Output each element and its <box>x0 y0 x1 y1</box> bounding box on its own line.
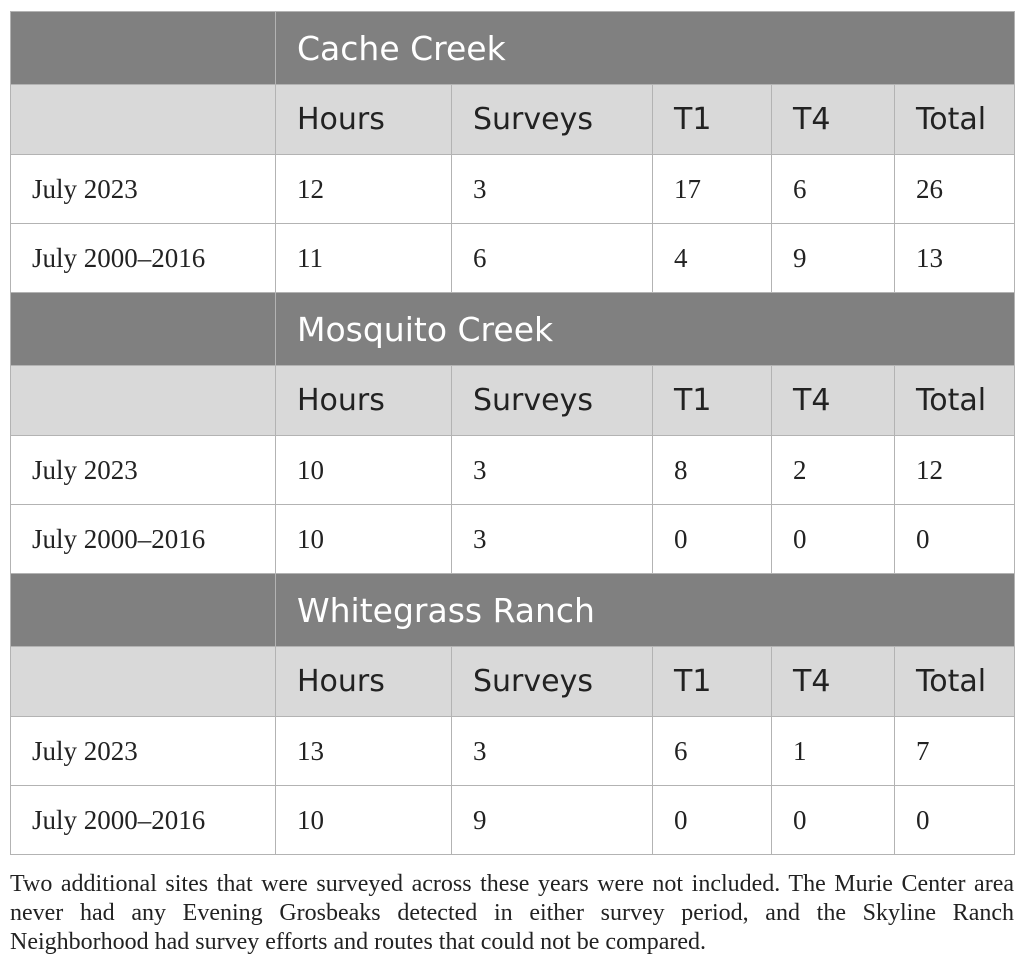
value-total: 7 <box>895 717 1015 786</box>
period-label: July 2000–2016 <box>11 224 276 293</box>
site-name: Whitegrass Ranch <box>276 574 1015 647</box>
value-total: 0 <box>895 505 1015 574</box>
value-total: 12 <box>895 436 1015 505</box>
value-t1: 0 <box>653 786 772 855</box>
site-name: Mosquito Creek <box>276 293 1015 366</box>
column-header-t1: T1 <box>653 366 772 436</box>
value-t1: 17 <box>653 155 772 224</box>
site-header-row-mosquito-creek <box>11 293 1015 366</box>
value-surveys: 3 <box>452 717 653 786</box>
value-t1: 8 <box>653 436 772 505</box>
period-label: July 2000–2016 <box>11 786 276 855</box>
value-hours: 13 <box>276 717 452 786</box>
value-surveys: 3 <box>452 155 653 224</box>
column-header-hours: Hours <box>276 647 452 717</box>
value-hours: 10 <box>276 436 452 505</box>
value-t4: 0 <box>772 505 895 574</box>
column-header-total: Total <box>895 366 1015 436</box>
value-t4: 6 <box>772 155 895 224</box>
value-surveys: 6 <box>452 224 653 293</box>
table-row <box>11 717 1015 786</box>
column-header-total: Total <box>895 647 1015 717</box>
column-header-blank-cell <box>11 85 276 155</box>
column-header-row <box>11 366 1015 436</box>
site-header-row-cache-creek <box>11 12 1015 85</box>
column-header-t4: T4 <box>772 647 895 717</box>
value-surveys: 9 <box>452 786 653 855</box>
column-header-total: Total <box>895 85 1015 155</box>
survey-table <box>10 11 1015 855</box>
table-row <box>11 155 1015 224</box>
value-t4: 2 <box>772 436 895 505</box>
column-header-t4: T4 <box>772 85 895 155</box>
column-header-surveys: Surveys <box>452 647 653 717</box>
value-t4: 9 <box>772 224 895 293</box>
value-surveys: 3 <box>452 505 653 574</box>
column-header-row <box>11 85 1015 155</box>
table-row <box>11 224 1015 293</box>
column-header-t1: T1 <box>653 85 772 155</box>
value-total: 26 <box>895 155 1015 224</box>
period-label: July 2023 <box>11 717 276 786</box>
value-hours: 10 <box>276 786 452 855</box>
table-body <box>11 12 1015 855</box>
column-header-hours: Hours <box>276 85 452 155</box>
table-row <box>11 786 1015 855</box>
value-t4: 0 <box>772 786 895 855</box>
column-header-blank-cell <box>11 647 276 717</box>
site-header-blank-cell <box>11 293 276 366</box>
period-label: July 2023 <box>11 155 276 224</box>
column-header-hours: Hours <box>276 366 452 436</box>
site-header-blank-cell <box>11 574 276 647</box>
column-header-surveys: Surveys <box>452 85 653 155</box>
column-header-t4: T4 <box>772 366 895 436</box>
value-t1: 0 <box>653 505 772 574</box>
period-label: July 2000–2016 <box>11 505 276 574</box>
column-header-t1: T1 <box>653 647 772 717</box>
value-t1: 6 <box>653 717 772 786</box>
value-total: 13 <box>895 224 1015 293</box>
table-row <box>11 436 1015 505</box>
value-hours: 11 <box>276 224 452 293</box>
table-row <box>11 505 1015 574</box>
site-name: Cache Creek <box>276 12 1015 85</box>
value-surveys: 3 <box>452 436 653 505</box>
value-total: 0 <box>895 786 1015 855</box>
site-header-row-whitegrass-ranch <box>11 574 1015 647</box>
table-footnote: Two additional sites that were surveyed across these years were not included. The Murie Center area never had any Evening Grosbeaks detected in either survey period, and the Skyline Ranch Neighborhood had survey efforts and routes that could not be compared. <box>10 871 1014 955</box>
column-header-blank-cell <box>11 366 276 436</box>
site-header-blank-cell <box>11 12 276 85</box>
value-t4: 1 <box>772 717 895 786</box>
column-header-surveys: Surveys <box>452 366 653 436</box>
column-header-row <box>11 647 1015 717</box>
value-t1: 4 <box>653 224 772 293</box>
value-hours: 12 <box>276 155 452 224</box>
period-label: July 2023 <box>11 436 276 505</box>
value-hours: 10 <box>276 505 452 574</box>
